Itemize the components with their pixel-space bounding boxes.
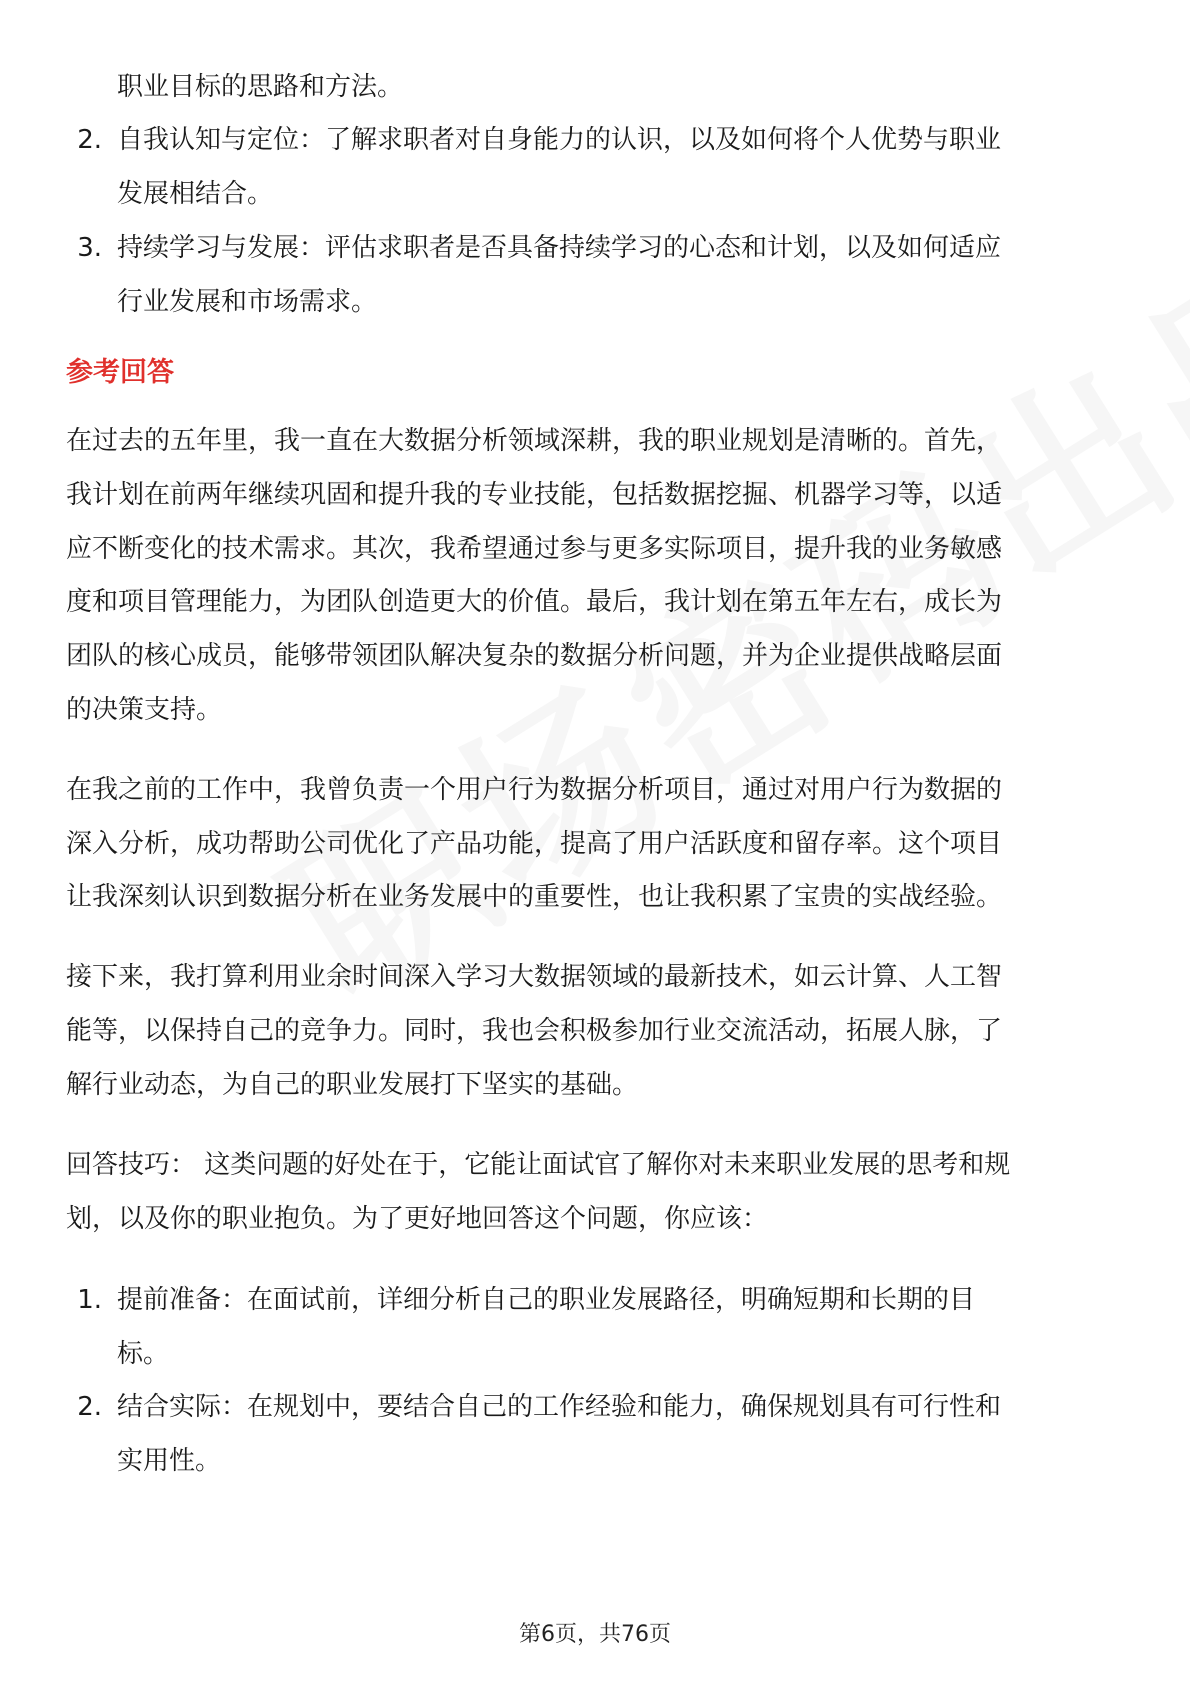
- list-item-text: 持续学习与发展：评估求职者是否具备持续学习的心态和计划，以及如何适应: [117, 233, 1002, 263]
- list-item-number: 2.: [77, 125, 102, 155]
- paragraph-line: 我计划在前两年继续巩固和提升我的专业技能，包括数据挖掘、机器学习等，以适: [66, 480, 1003, 510]
- list-item-text: 职业目标的思路和方法。: [117, 72, 404, 102]
- paragraph-line: 深入分析，成功帮助公司优化了产品功能，提高了用户活跃度和留存率。这个项目: [66, 829, 1003, 859]
- list-item-number: 1.: [77, 1285, 102, 1315]
- page-footer: 第6页，共76页: [519, 1622, 671, 1647]
- list-item-text: 自我认知与定位：了解求职者对自身能力的认识，以及如何将个人优势与职业: [117, 125, 1002, 155]
- paragraph-line: 解行业动态，为自己的职业发展打下坚实的基础。: [66, 1070, 639, 1100]
- paragraph-line: 在过去的五年里，我一直在大数据分析领域深耕，我的职业规划是清晰的。首先，: [66, 426, 1003, 456]
- list-item-text: 实用性。: [117, 1446, 222, 1476]
- paragraph-line: 在我之前的工作中，我曾负责一个用户行为数据分析项目，通过对用户行为数据的: [66, 775, 1003, 805]
- paragraph-line: 的决策支持。: [66, 695, 223, 725]
- paragraph-line: 能等，以保持自己的竞争力。同时，我也会积极参加行业交流活动，拓展人脉，了: [66, 1016, 1003, 1046]
- list-item-text: 结合实际：在规划中，要结合自己的工作经验和能力，确保规划具有可行性和: [117, 1392, 1002, 1422]
- list-item-number: 3.: [77, 233, 102, 263]
- paragraph-line: 划，以及你的职业抱负。为了更好地回答这个问题，你应该：: [66, 1204, 769, 1234]
- list-item-text: 发展相结合。: [117, 179, 274, 209]
- list-item-number: 2.: [77, 1392, 102, 1422]
- section-heading: 参考回答: [66, 357, 174, 388]
- paragraph-line: 应不断变化的技术需求。其次，我希望通过参与更多实际项目，提升我的业务敏感: [66, 534, 1003, 564]
- paragraph-line: 度和项目管理能力，为团队创造更大的价值。最后，我计划在第五年左右，成长为: [66, 587, 1003, 617]
- paragraph-line: 团队的核心成员，能够带领团队解决复杂的数据分析问题，并为企业提供战略层面: [66, 641, 1003, 671]
- list-item-text: 行业发展和市场需求。: [117, 287, 378, 317]
- list-item-text: 标。: [117, 1339, 170, 1369]
- paragraph-line: 让我深刻认识到数据分析在业务发展中的重要性，也让我积累了宝贵的实战经验。: [66, 882, 1003, 912]
- list-item-text: 提前准备：在面试前，详细分析自己的职业发展路径，明确短期和长期的目: [117, 1285, 976, 1315]
- paragraph-line: 接下来，我打算利用业余时间深入学习大数据领域的最新技术，如云计算、人工智: [66, 962, 1003, 992]
- paragraph-line: 回答技巧： 这类问题的好处在于，它能让面试官了解你对未来职业发展的思考和规: [66, 1150, 1011, 1180]
